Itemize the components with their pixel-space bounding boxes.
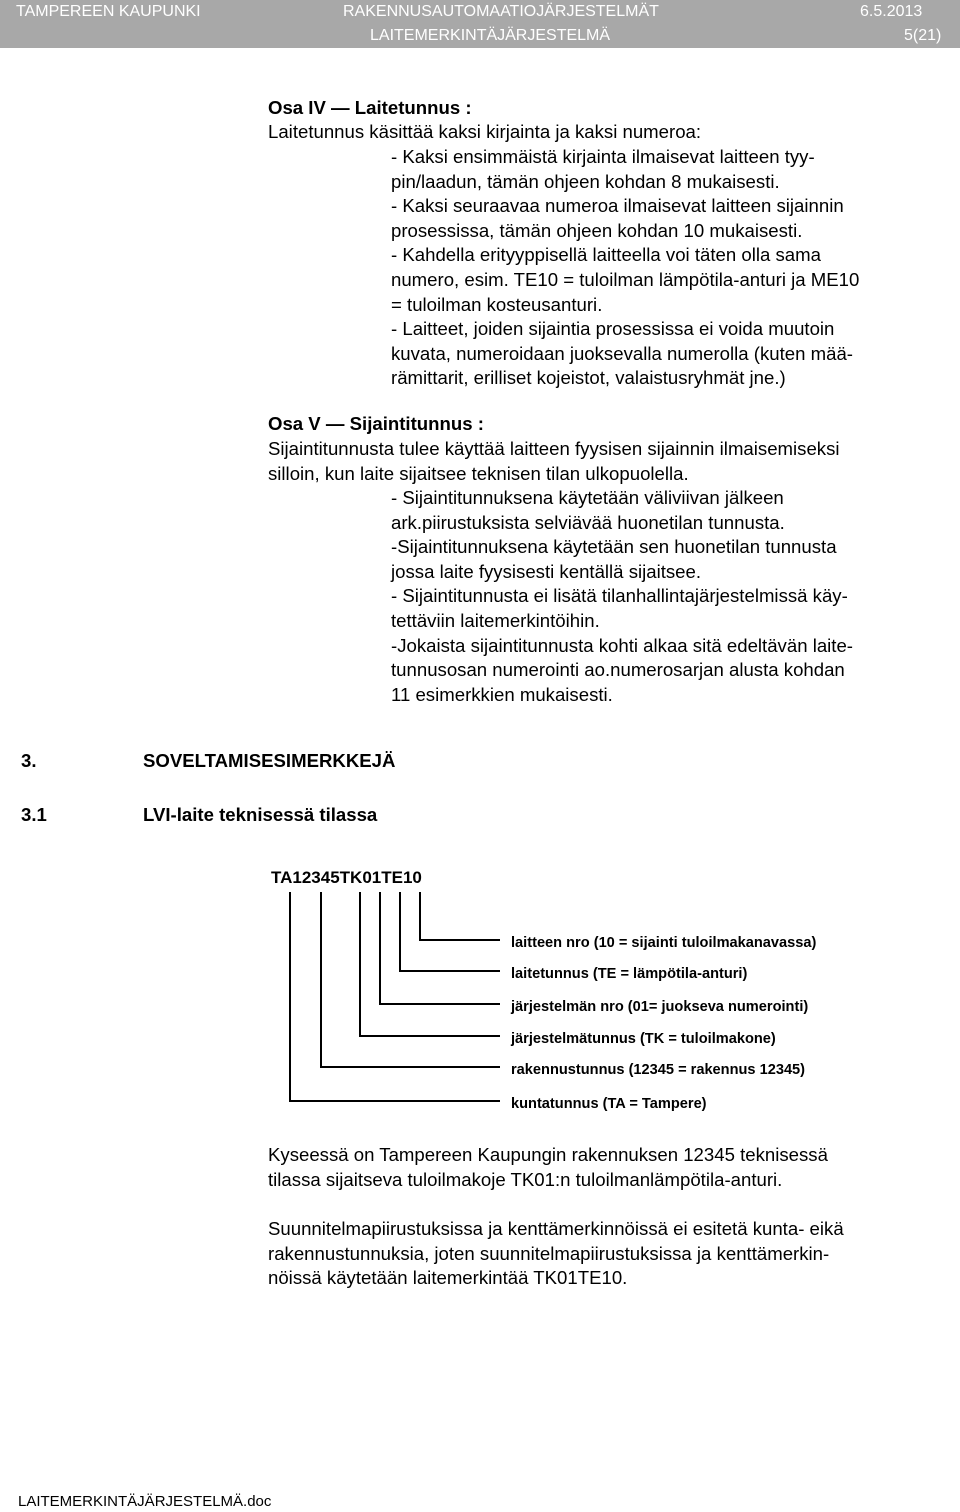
paragraph-line: nöissä käytetään laitemerkintää TK01TE10.: [268, 1267, 628, 1289]
diagram-label: laitteen nro (10 = sijainti tuloilmakanavassa): [511, 935, 817, 951]
part4-line: rämittarit, erilliset kojeistot, valaistusryhmät jne.): [391, 367, 786, 389]
part4-heading: Osa IV — Laitetunnus :: [268, 97, 472, 118]
paragraph-line: Kyseessä on Tampereen Kaupungin rakennuksen 12345 teknisessä: [268, 1144, 828, 1165]
part4-line: kuvata, numeroidaan juoksevalla numerolla (kuten mää-: [391, 342, 853, 364]
part5-line: - Sijaintitunnusta ei lisätä tilanhallintajärjestelmissä käy-: [391, 585, 848, 607]
diagram-label: järjestelmätunnus (TK = tuloilmakone): [511, 1031, 776, 1047]
header-date: 6.5.2013: [860, 3, 923, 20]
device-code: TA12345TK01TE10: [271, 868, 422, 887]
header-doc-title: RAKENNUSAUTOMAATIOJÄRJESTELMÄT: [343, 3, 659, 20]
connector-line: [420, 892, 500, 940]
section31-number: 3.1: [21, 804, 47, 825]
section3-title: SOVELTAMISESIMERKKEJÄ: [143, 750, 396, 771]
header-subtitle: LAITEMERKINTÄJÄRJESTELMÄ: [370, 27, 611, 44]
part5-line: ark.piirustuksista selviävää huonetilan tunnusta.: [391, 511, 785, 533]
connector-line: [321, 892, 500, 1067]
part4-line: prosessissa, tämän ohjeen kohdan 10 mukaisesti.: [391, 219, 803, 241]
part5-list: [391, 486, 853, 707]
part5-line: -Jokaista sijaintitunnusta kohti alkaa sitä edeltävän laite-: [391, 634, 854, 656]
code-breakdown-diagram: [0, 860, 960, 1120]
section31-title: LVI-laite teknisessä tilassa: [143, 804, 378, 825]
connector-lines: [290, 892, 500, 1101]
paragraph-line: rakennustunnuksia, joten suunnitelmapiirustuksissa ja kenttämerkin-: [268, 1242, 830, 1264]
part5-heading: Osa V — Sijaintitunnus :: [268, 413, 484, 434]
footer-filename: LAITEMERKINTÄJÄRJESTELMÄ.doc: [18, 1493, 272, 1510]
part5-line: -Sijaintitunnuksena käytetään sen huonetilan tunnusta: [391, 536, 837, 558]
diagram-label: rakennustunnus (12345 = rakennus 12345): [511, 1062, 806, 1078]
part5-line: 11 esimerkkien mukaisesti.: [391, 683, 613, 705]
part5-line: tettäviin laitemerkintöihin.: [391, 609, 600, 631]
part4-line: - Kaksi ensimmäistä kirjainta ilmaisevat laitteen tyy-: [391, 146, 815, 167]
paragraph-line: tilassa sijaitseva tuloilmakoje TK01:n tuloilmanlämpötila-anturi.: [268, 1168, 783, 1190]
part4-line: = tuloilman kosteusanturi.: [391, 293, 603, 315]
paragraph-line: Suunnitelmapiirustuksissa ja kenttämerkinnöissä ei esitetä kunta- eikä: [268, 1218, 844, 1239]
part4-line: - Kahdella erityyppisellä laitteella voi täten olla sama: [391, 244, 821, 266]
part4-intro: Laitetunnus käsittää kaksi kirjainta ja kaksi numeroa:: [268, 121, 702, 142]
part4-line: - Kaksi seuraavaa numeroa ilmaisevat laitteen sijainnin: [391, 195, 844, 217]
diagram-label: kuntatunnus (TA = Tampere): [511, 1096, 707, 1112]
part5-line: tunnusosan numerointi ao.numerosarjan alusta kohdan: [391, 659, 845, 681]
part5-intro: [268, 437, 840, 486]
diagram-label: järjestelmän nro (01= juokseva numerointi): [511, 999, 809, 1015]
part4-line: numero, esim. TE10 = tuloilman lämpötila-anturi ja ME10: [391, 268, 860, 290]
diagram-label: laitetunnus (TE = lämpötila-anturi): [511, 966, 748, 982]
part5-intro-line: silloin, kun laite sijaitsee teknisen tilan ulkopuolella.: [268, 462, 689, 484]
part5-line: jossa laite fyysisesti kentällä sijaitsee.: [391, 560, 702, 582]
part5-line: - Sijaintitunnuksena käytetään väliviivan jälkeen: [391, 487, 784, 508]
drawing-note: [268, 1217, 844, 1291]
connector-line: [380, 892, 500, 1004]
section3-number: 3.: [21, 750, 37, 771]
example-explanation: [268, 1143, 828, 1192]
part5-intro-line: Sijaintitunnusta tulee käyttää laitteen fyysisen sijainnin ilmaisemiseksi: [268, 438, 840, 459]
header-page-number: 5(21): [904, 27, 942, 44]
header-org: TAMPEREEN KAUPUNKI: [16, 3, 201, 20]
connector-line: [400, 892, 500, 971]
part4-line: - Laitteet, joiden sijaintia prosessissa ei voida muutoin: [391, 318, 835, 340]
part4-line: pin/laadun, tämän ohjeen kohdan 8 mukaisesti.: [391, 170, 780, 192]
part4-list: [391, 145, 859, 391]
